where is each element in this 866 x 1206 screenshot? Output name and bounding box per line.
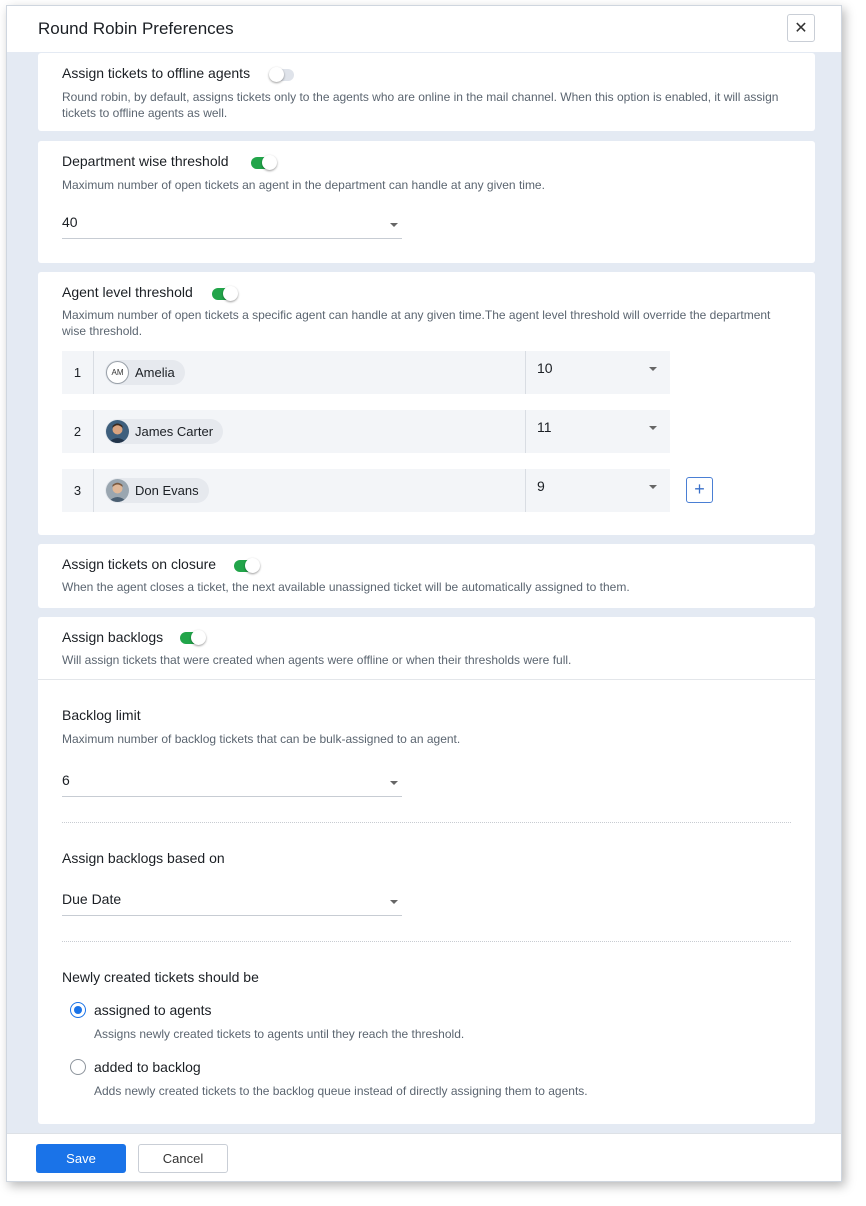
avatar: AM	[106, 361, 129, 384]
closure-desc: When the agent closes a ticket, the next available unassigned ticket will be automatically assigned to them.	[62, 580, 630, 594]
backlog-limit-desc: Maximum number of backlog tickets that can be bulk-assigned to an agent.	[62, 732, 461, 746]
agent-level-threshold-desc: Maximum number of open tickets a specific agent can handle at any given time.The agent level threshold will override the department wise threshold.	[62, 308, 771, 338]
avatar	[106, 420, 129, 443]
chevron-down-icon[interactable]	[649, 485, 657, 489]
agent-chip[interactable]	[105, 360, 185, 385]
backlogs-title: Assign backlogs	[62, 629, 164, 645]
agent-row-number: 1	[73, 365, 82, 380]
chevron-down-icon	[390, 223, 398, 227]
radio-assigned-to-agents[interactable]	[70, 1002, 86, 1018]
department-threshold-desc: Maximum number of open tickets an agent in the department can handle at any given time.	[62, 178, 545, 192]
close-button[interactable]	[787, 14, 815, 42]
department-threshold-toggle[interactable]	[251, 157, 275, 169]
radio-assigned-to-agents-desc: Assigns newly created tickets to agents until they reach the threshold.	[94, 1027, 465, 1041]
agent-name: Don Evans	[135, 483, 199, 498]
divider	[62, 822, 791, 823]
chevron-down-icon	[390, 781, 398, 785]
save-button[interactable]: Save	[36, 1144, 126, 1173]
agent-row	[62, 469, 670, 512]
divider	[38, 679, 815, 680]
radio-assigned-to-agents-label[interactable]: assigned to agents	[94, 1002, 212, 1018]
offline-agents-toggle[interactable]	[270, 69, 294, 81]
agent-threshold-value[interactable]: 9	[537, 478, 545, 494]
backlogs-based-on-select[interactable]	[62, 886, 402, 916]
round-robin-modal	[6, 5, 842, 1182]
offline-agents-desc: Round robin, by default, assigns tickets only to the agents who are online in the mail channel. When this option is enabled, it will assign tickets to offline agents as well.	[62, 90, 779, 120]
department-threshold-card	[38, 141, 815, 263]
agent-name: Amelia	[135, 365, 175, 380]
agent-chip[interactable]	[105, 478, 209, 503]
agent-row	[62, 410, 670, 453]
radio-added-to-backlog-desc: Adds newly created tickets to the backlog queue instead of directly assigning them to agents.	[94, 1084, 588, 1098]
agent-row-number: 3	[73, 483, 82, 498]
backlog-limit-select[interactable]	[62, 767, 402, 797]
radio-added-to-backlog-label[interactable]: added to backlog	[94, 1059, 201, 1075]
avatar	[106, 479, 129, 502]
backlogs-desc: Will assign tickets that were created when agents were offline or when their thresholds were full.	[62, 653, 572, 667]
agent-row-number: 2	[73, 424, 82, 439]
backlog-limit-value: 6	[62, 772, 70, 788]
backlogs-toggle[interactable]	[180, 632, 204, 644]
agent-chip[interactable]	[105, 419, 223, 444]
agent-level-threshold-card	[38, 272, 815, 535]
agent-level-threshold-title: Agent level threshold	[62, 284, 193, 300]
chevron-down-icon	[390, 900, 398, 904]
radio-added-to-backlog[interactable]	[70, 1059, 86, 1075]
plus-icon: +	[694, 479, 705, 499]
closure-toggle[interactable]	[234, 560, 258, 572]
chevron-down-icon[interactable]	[649, 426, 657, 430]
offline-agents-card	[38, 53, 815, 131]
agent-name: James Carter	[135, 424, 214, 439]
close-icon: ✕	[794, 20, 808, 37]
backlogs-based-on-value: Due Date	[62, 891, 122, 907]
backlog-limit-title: Backlog limit	[62, 707, 141, 723]
newly-created-title: Newly created tickets should be	[62, 969, 259, 985]
offline-agents-title: Assign tickets to offline agents	[62, 65, 251, 81]
modal-footer	[7, 1133, 841, 1181]
divider	[62, 941, 791, 942]
cancel-button[interactable]: Cancel	[138, 1144, 228, 1173]
backlogs-card	[38, 617, 815, 1124]
closure-card	[38, 544, 815, 608]
add-agent-button[interactable]	[686, 477, 713, 503]
backlogs-based-on-title: Assign backlogs based on	[62, 850, 225, 866]
agent-row	[62, 351, 670, 394]
department-threshold-value: 40	[62, 214, 78, 230]
agent-threshold-value[interactable]: 10	[537, 360, 553, 376]
chevron-down-icon[interactable]	[649, 367, 657, 371]
closure-title: Assign tickets on closure	[62, 556, 217, 572]
agent-threshold-value[interactable]: 11	[537, 419, 552, 435]
modal-header	[7, 6, 841, 52]
department-threshold-select[interactable]	[62, 209, 402, 239]
department-threshold-title: Department wise threshold	[62, 153, 229, 169]
modal-title: Round Robin Preferences	[38, 19, 234, 38]
agent-level-threshold-toggle[interactable]	[212, 288, 236, 300]
